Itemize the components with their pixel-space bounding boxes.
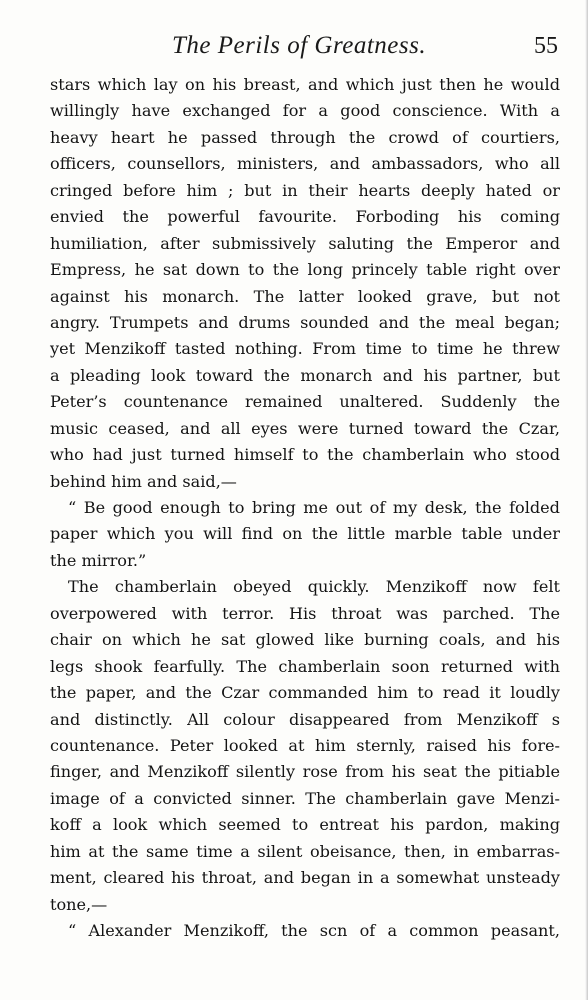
text-line: ment, cleared his throat, and began in a somewhat unsteady — [50, 868, 560, 888]
text-line: angry. Trumpets and drums sounded and the meal began; — [50, 312, 560, 332]
text-line: a pleading look toward the monarch and his partner, but — [50, 365, 560, 385]
text-line: legs shook fearfully. The chamberlain soon returned with — [50, 656, 560, 676]
text-line: Empress, he sat down to the long princely table right over — [50, 260, 560, 280]
text-line: him at the same time a silent obeisance, then, in embarras- — [50, 841, 560, 861]
text-line: stars which lay on his breast, and which just then he would — [50, 75, 560, 94]
text-line: yet Menzikoff tasted nothing. From time to time he threw — [50, 339, 560, 359]
text-line: tone,— — [50, 894, 108, 914]
text-line: the mirror.” — [50, 550, 147, 570]
text-line: behind him and said,— — [50, 471, 237, 491]
text-line: willingly have exchanged for a good conscience. With a — [50, 101, 560, 121]
page-header — [0, 32, 588, 66]
text-line: who had just turned himself to the chamberlain who stood — [50, 445, 560, 465]
text-line: envied the powerful favourite. Forboding his coming — [50, 207, 560, 227]
text-line: against his monarch. The latter looked grave, but not — [50, 286, 560, 306]
text-line: “ Alexander Menzikoff, the scn of a common peasant, — [68, 921, 560, 940]
text-line: paper which you will find on the little marble table under — [50, 524, 560, 544]
text-line: image of a convicted sinner. The chamberlain gave Menzi- — [50, 788, 560, 808]
body-text — [50, 72, 560, 944]
text-line: the paper, and the Czar commanded him to read it loudly — [50, 683, 560, 703]
text-line: overpowered with terror. His throat was parched. The — [50, 603, 560, 623]
text-line: music ceased, and all eyes were turned toward the Czar, — [50, 418, 560, 438]
text-line: finger, and Menzikoff silently rose from his seat the pitiable — [50, 762, 560, 782]
text-line: officers, counsellors, ministers, and ambassadors, who all — [50, 154, 560, 174]
running-title: The Perils of Greatness. — [172, 32, 427, 59]
text-line: countenance. Peter looked at him sternly, raised his fore- — [50, 735, 560, 755]
text-line: chair on which he sat glowed like burning coals, and his — [50, 630, 560, 650]
text-line: The chamberlain obeyed quickly. Menzikoff now felt — [68, 577, 560, 597]
text-line: “ Be good enough to bring me out of my desk, the folded — [68, 498, 560, 517]
text-line: koff a look which seemed to entreat his pardon, making — [50, 815, 560, 835]
text-line: Peter’s countenance remained unaltered. Suddenly the — [50, 392, 560, 412]
text-line: cringed before him ; but in their hearts deeply hated or — [50, 180, 560, 200]
page-number: 55 — [534, 33, 558, 59]
text-line: humiliation, after submissively saluting the Emperor and — [50, 233, 560, 253]
text-line: heavy heart he passed through the crowd of courtiers, — [50, 127, 560, 147]
text-line: and distinctly. All colour disappeared from Menzikoff s — [50, 709, 560, 729]
